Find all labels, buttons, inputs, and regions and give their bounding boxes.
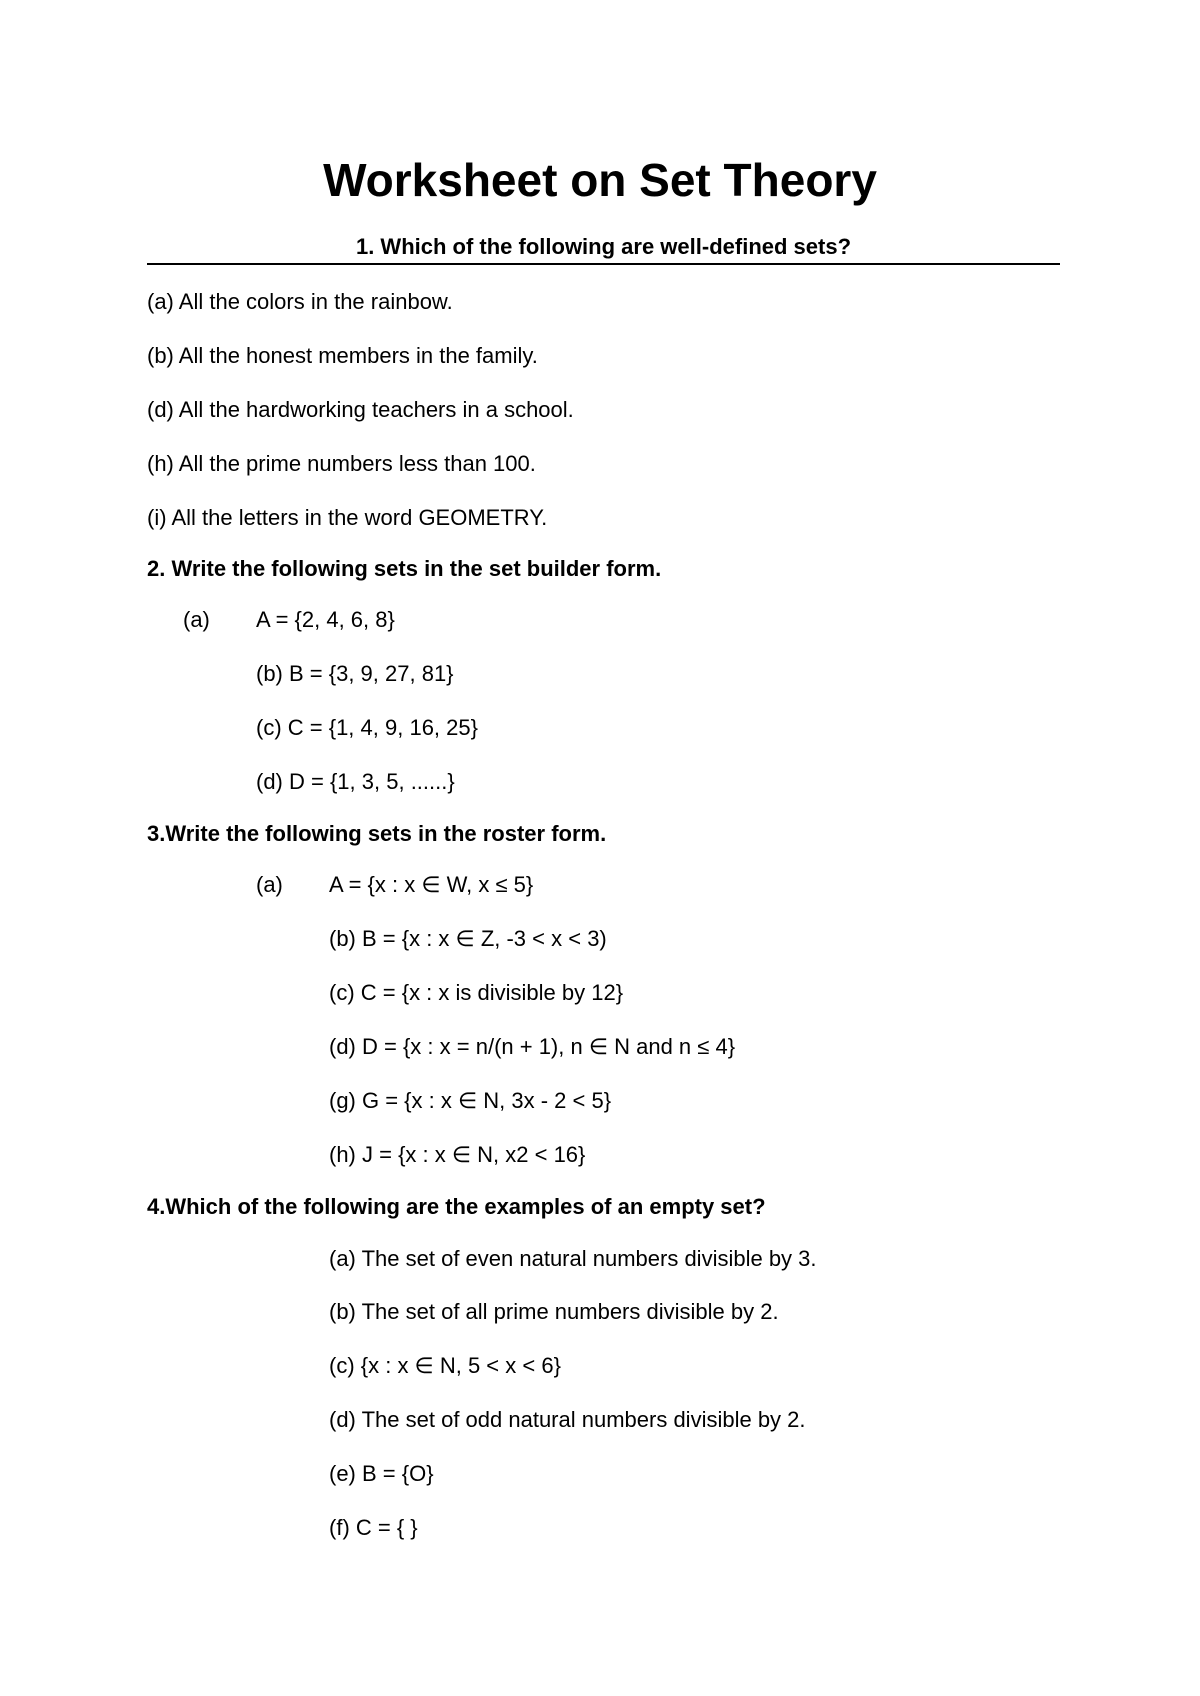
q1-item-h: (h) All the prime numbers less than 100. — [147, 451, 536, 476]
q2-item-a-label: (a) — [183, 607, 210, 632]
q4-item-d: (d) The set of odd natural numbers divisible by 2. — [329, 1407, 806, 1432]
q4-item-f: (f) C = { } — [329, 1515, 418, 1540]
q3-item-b: (b) B = {x : x ∈ Z, -3 < x < 3) — [329, 926, 607, 951]
q2-item-c: (c) C = {1, 4, 9, 16, 25} — [256, 715, 478, 740]
q2-item-d: (d) D = {1, 3, 5, ......} — [256, 769, 455, 794]
q3-item-g: (g) G = {x : x ∈ N, 3x - 2 < 5} — [329, 1088, 612, 1113]
q3-item-c: (c) C = {x : x is divisible by 12} — [329, 980, 624, 1005]
q2-item-a-text: A = {2, 4, 6, 8} — [256, 607, 395, 632]
question-4-heading: 4.Which of the following are the examples of an empty set? — [147, 1194, 766, 1219]
q3-item-a-label: (a) — [256, 872, 283, 897]
q3-item-a-text: A = {x : x ∈ W, x ≤ 5} — [329, 872, 534, 897]
q4-item-b: (b) The set of all prime numbers divisible by 2. — [329, 1299, 779, 1324]
question-2-heading: 2. Write the following sets in the set builder form. — [147, 556, 662, 581]
page-title: Worksheet on Set Theory — [323, 154, 877, 206]
question-1-heading: 1. Which of the following are well-defined sets? — [355, 234, 852, 259]
q1-item-i: (i) All the letters in the word GEOMETRY. — [147, 505, 548, 530]
q1-item-a: (a) All the colors in the rainbow. — [147, 289, 453, 314]
q1-item-b: (b) All the honest members in the family. — [147, 343, 538, 368]
q4-item-c: (c) {x : x ∈ N, 5 < x < 6} — [329, 1353, 561, 1378]
q4-item-a: (a) The set of even natural numbers divisible by 3. — [329, 1246, 817, 1271]
question-3-heading: 3.Write the following sets in the roster form. — [147, 821, 607, 846]
q1-item-d: (d) All the hardworking teachers in a school. — [147, 397, 574, 422]
q4-item-e: (e) B = {O} — [329, 1461, 434, 1486]
heading-underline — [147, 263, 1060, 265]
q3-item-d: (d) D = {x : x = n/(n + 1), n ∈ N and n ≤ 4} — [329, 1034, 736, 1059]
q2-item-b: (b) B = {3, 9, 27, 81} — [256, 661, 454, 686]
q3-item-h: (h) J = {x : x ∈ N, x2 < 16} — [329, 1142, 586, 1167]
